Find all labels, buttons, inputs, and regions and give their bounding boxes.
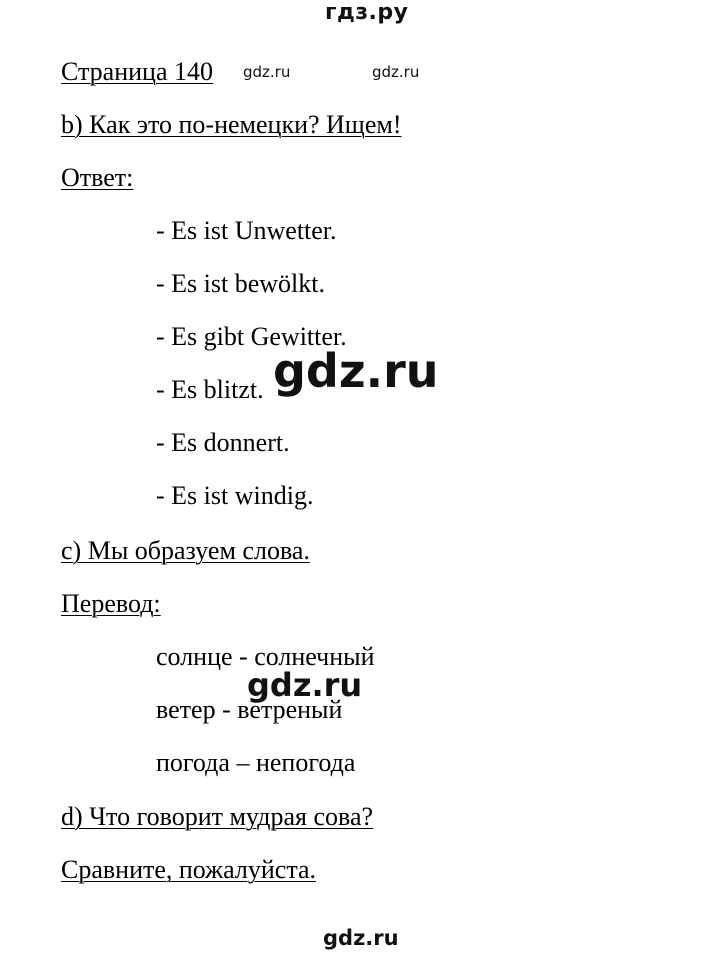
section-d-instruction: Сравните, пожалуйста. [61, 855, 317, 884]
translation-item: погода – непогода [156, 748, 356, 777]
watermark-small: gdz.ru [372, 63, 420, 81]
answer-item: - Es ist bewölkt. [156, 269, 325, 298]
answer-label: Ответ: [61, 163, 134, 192]
page-label: Страница 140 [61, 57, 214, 86]
section-b-heading: b) Как это по-немецки? Ищем! [61, 110, 402, 139]
answer-item: - Es blitzt. [156, 375, 264, 404]
answer-item: - Es donnert. [156, 428, 290, 457]
translation-item: солнце - солнечный [156, 642, 375, 671]
answer-item: - Es ist Unwetter. [156, 216, 337, 245]
watermark-large: gdz.ru [273, 344, 439, 398]
watermark-large: gdz.ru [247, 666, 363, 704]
watermark-small: gdz.ru [243, 63, 291, 81]
watermark-header: гдз.ру [325, 0, 409, 25]
answer-item: - Es gibt Gewitter. [156, 322, 347, 351]
watermark-footer: gdz.ru [323, 926, 399, 950]
answer-item: - Es ist windig. [156, 481, 314, 510]
translation-item: ветер - ветреный [156, 695, 343, 724]
translation-label: Перевод: [61, 589, 161, 618]
section-c-heading: c) Мы образуем слова. [61, 536, 310, 565]
section-d-heading: d) Что говорит мудрая сова? [61, 802, 374, 831]
